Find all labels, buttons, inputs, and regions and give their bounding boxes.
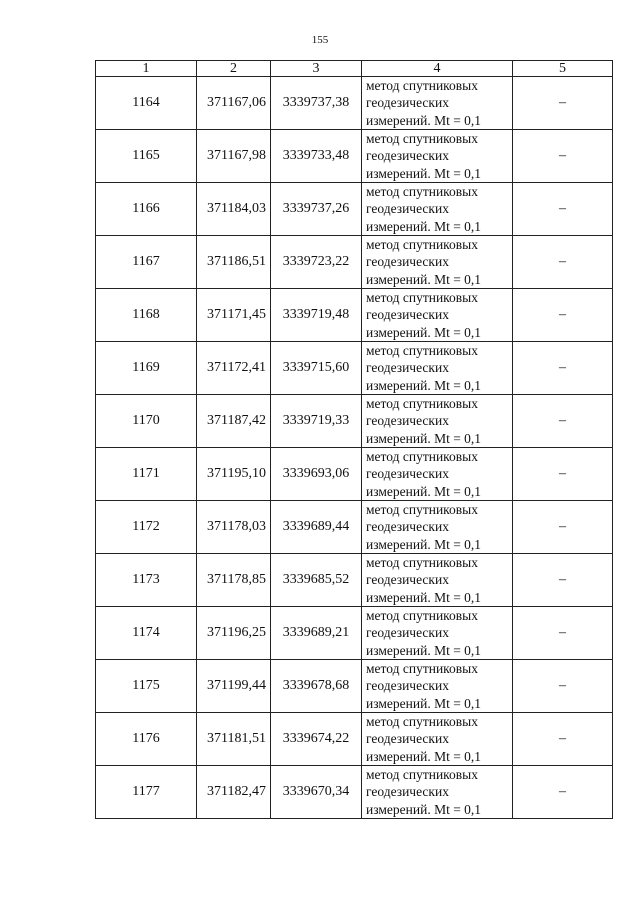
x-coordinate-cell: 371181,51 <box>197 713 271 766</box>
point-number-cell: 1170 <box>96 395 197 448</box>
x-coordinate-cell: 371178,85 <box>197 554 271 607</box>
method-line: геодезических <box>366 95 449 111</box>
method-line: измерений. Mt = 0,1 <box>366 218 482 234</box>
method-line: геодезических <box>366 519 449 535</box>
x-coordinate-cell: 371171,45 <box>197 289 271 342</box>
method-cell <box>362 554 513 607</box>
note-cell: – <box>513 395 613 448</box>
table-row <box>96 554 613 607</box>
table-row <box>96 183 613 236</box>
note-cell: – <box>513 766 613 819</box>
method-line: измерений. Mt = 0,1 <box>366 589 482 605</box>
y-coordinate-cell: 3339685,52 <box>271 554 362 607</box>
method-line: измерений. Mt = 0,1 <box>366 430 482 446</box>
table-row <box>96 448 613 501</box>
point-number-cell: 1167 <box>96 236 197 289</box>
column-header-2: 2 <box>197 61 271 77</box>
point-number-cell: 1175 <box>96 660 197 713</box>
method-line: измерений. Mt = 0,1 <box>366 377 482 393</box>
method-cell <box>362 713 513 766</box>
y-coordinate-cell: 3339674,22 <box>271 713 362 766</box>
table-row <box>96 766 613 819</box>
method-cell <box>362 448 513 501</box>
y-coordinate-cell: 3339670,34 <box>271 766 362 819</box>
method-line: геодезических <box>366 201 449 217</box>
method-cell <box>362 130 513 183</box>
point-number-cell: 1171 <box>96 448 197 501</box>
method-line: измерений. Mt = 0,1 <box>366 483 482 499</box>
method-line: геодезических <box>366 360 449 376</box>
method-cell <box>362 77 513 130</box>
table-row <box>96 607 613 660</box>
note-cell: – <box>513 342 613 395</box>
x-coordinate-cell: 371178,03 <box>197 501 271 554</box>
method-line: измерений. Mt = 0,1 <box>366 642 482 658</box>
x-coordinate-cell: 371199,44 <box>197 660 271 713</box>
table-row <box>96 713 613 766</box>
method-line: измерений. Mt = 0,1 <box>366 695 482 711</box>
method-line: метод спутниковых <box>366 608 478 624</box>
method-line: метод спутниковых <box>366 555 478 571</box>
point-number-cell: 1164 <box>96 77 197 130</box>
table-row <box>96 130 613 183</box>
point-number-cell: 1172 <box>96 501 197 554</box>
y-coordinate-cell: 3339733,48 <box>271 130 362 183</box>
y-coordinate-cell: 3339715,60 <box>271 342 362 395</box>
method-cell <box>362 289 513 342</box>
method-line: геодезических <box>366 413 449 429</box>
note-cell: – <box>513 660 613 713</box>
point-number-cell: 1176 <box>96 713 197 766</box>
x-coordinate-cell: 371182,47 <box>197 766 271 819</box>
method-line: измерений. Mt = 0,1 <box>366 536 482 552</box>
method-line: метод спутниковых <box>366 714 478 730</box>
column-header-5: 5 <box>513 61 613 77</box>
note-cell: – <box>513 554 613 607</box>
method-line: измерений. Mt = 0,1 <box>366 165 482 181</box>
note-cell: – <box>513 236 613 289</box>
point-number-cell: 1165 <box>96 130 197 183</box>
y-coordinate-cell: 3339737,38 <box>271 77 362 130</box>
method-line: измерений. Mt = 0,1 <box>366 112 482 128</box>
table-row <box>96 342 613 395</box>
note-cell: – <box>513 607 613 660</box>
note-cell: – <box>513 713 613 766</box>
point-number-cell: 1169 <box>96 342 197 395</box>
coordinates-table <box>95 60 613 819</box>
method-line: метод спутниковых <box>366 78 478 94</box>
x-coordinate-cell: 371167,06 <box>197 77 271 130</box>
point-number-cell: 1173 <box>96 554 197 607</box>
method-line: метод спутниковых <box>366 449 478 465</box>
note-cell: – <box>513 183 613 236</box>
method-line: геодезических <box>366 307 449 323</box>
y-coordinate-cell: 3339719,48 <box>271 289 362 342</box>
method-cell <box>362 766 513 819</box>
x-coordinate-cell: 371195,10 <box>197 448 271 501</box>
x-coordinate-cell: 371187,42 <box>197 395 271 448</box>
y-coordinate-cell: 3339723,22 <box>271 236 362 289</box>
y-coordinate-cell: 3339693,06 <box>271 448 362 501</box>
column-header-3: 3 <box>271 61 362 77</box>
x-coordinate-cell: 371196,25 <box>197 607 271 660</box>
column-header-4: 4 <box>362 61 513 77</box>
method-line: метод спутниковых <box>366 343 478 359</box>
method-cell <box>362 660 513 713</box>
method-cell <box>362 607 513 660</box>
method-line: метод спутниковых <box>366 290 478 306</box>
method-cell <box>362 501 513 554</box>
table-row <box>96 289 613 342</box>
table-row <box>96 660 613 713</box>
method-line: измерений. Mt = 0,1 <box>366 748 482 764</box>
method-cell <box>362 395 513 448</box>
method-line: геодезических <box>366 466 449 482</box>
method-line: геодезических <box>366 572 449 588</box>
method-line: метод спутниковых <box>366 131 478 147</box>
page-number: 155 <box>311 34 329 46</box>
note-cell: – <box>513 448 613 501</box>
method-line: геодезических <box>366 148 449 164</box>
method-line: метод спутниковых <box>366 502 478 518</box>
point-number-cell: 1177 <box>96 766 197 819</box>
x-coordinate-cell: 371186,51 <box>197 236 271 289</box>
method-line: геодезических <box>366 678 449 694</box>
point-number-cell: 1168 <box>96 289 197 342</box>
method-line: геодезических <box>366 731 449 747</box>
method-line: измерений. Mt = 0,1 <box>366 801 482 817</box>
method-line: метод спутниковых <box>366 767 478 783</box>
y-coordinate-cell: 3339678,68 <box>271 660 362 713</box>
y-coordinate-cell: 3339737,26 <box>271 183 362 236</box>
y-coordinate-cell: 3339689,44 <box>271 501 362 554</box>
method-line: геодезических <box>366 784 449 800</box>
x-coordinate-cell: 371172,41 <box>197 342 271 395</box>
y-coordinate-cell: 3339689,21 <box>271 607 362 660</box>
method-cell <box>362 342 513 395</box>
method-line: метод спутниковых <box>366 237 478 253</box>
note-cell: – <box>513 77 613 130</box>
method-cell <box>362 183 513 236</box>
y-coordinate-cell: 3339719,33 <box>271 395 362 448</box>
column-header-1: 1 <box>96 61 197 77</box>
method-line: измерений. Mt = 0,1 <box>366 324 482 340</box>
method-line: измерений. Mt = 0,1 <box>366 271 482 287</box>
method-line: геодезических <box>366 625 449 641</box>
method-line: метод спутниковых <box>366 661 478 677</box>
note-cell: – <box>513 501 613 554</box>
table-row <box>96 236 613 289</box>
x-coordinate-cell: 371167,98 <box>197 130 271 183</box>
method-line: геодезических <box>366 254 449 270</box>
table-body <box>96 77 613 819</box>
method-line: метод спутниковых <box>366 184 478 200</box>
method-cell <box>362 236 513 289</box>
table-row <box>96 501 613 554</box>
table-row <box>96 77 613 130</box>
table-row <box>96 395 613 448</box>
note-cell: – <box>513 130 613 183</box>
point-number-cell: 1174 <box>96 607 197 660</box>
point-number-cell: 1166 <box>96 183 197 236</box>
method-line: метод спутниковых <box>366 396 478 412</box>
note-cell: – <box>513 289 613 342</box>
x-coordinate-cell: 371184,03 <box>197 183 271 236</box>
table-header-row <box>96 61 613 77</box>
